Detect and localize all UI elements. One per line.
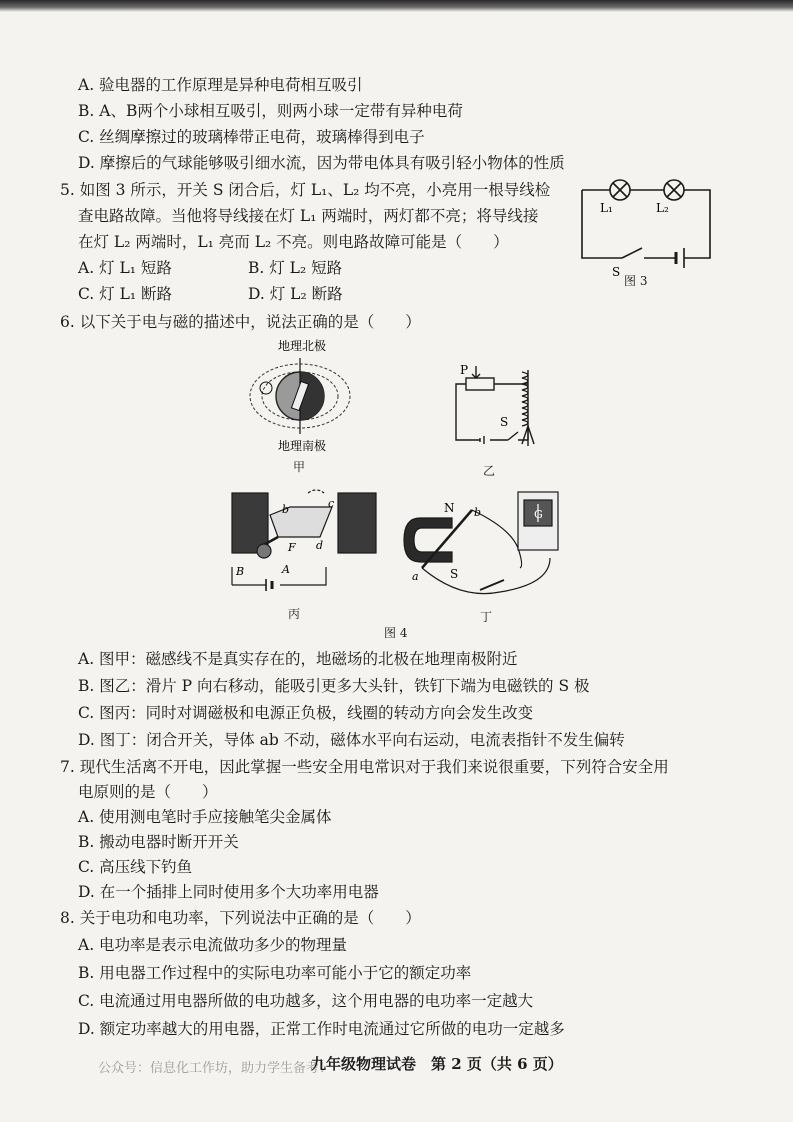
bing-b-label: b (282, 503, 290, 516)
q5-option-b: B. 灯 L₂ 短路 (248, 259, 343, 277)
q4-option-d: D. 摩擦后的气球能够吸引细水流，因为带电体具有吸引轻小物体的性质 (78, 154, 565, 172)
q5-stem-line3: 在灯 L₂ 两端时，L₁ 亮而 L₂ 不亮。则电路故障可能是（ ） (78, 233, 509, 251)
q6-option-c: C. 图丙：同时对调磁极和电源正负极，线圈的转动方向会发生改变 (78, 704, 534, 722)
q4-option-b: B. A、B两个小球相互吸引，则两小球一定带有异种电荷 (78, 102, 463, 120)
q7-option-d: D. 在一个插排上同时使用多个大功率用电器 (78, 883, 379, 901)
yi-p-label: P (460, 363, 469, 377)
q7-stem-line1: 7. 现代生活离不开电，因此掌握一些安全用电常识对于我们来说很重要，下列符合安全用 (60, 758, 669, 776)
q5-stem-line2: 查电路故障。当他将导线接在灯 L₁ 两端时，两灯都不亮；将导线接 (78, 207, 539, 225)
q4-option-a: A. 验电器的工作原理是异种电荷相互吸引 (78, 76, 363, 94)
ding-n-label: N (444, 501, 455, 515)
yi-s-label: S (500, 415, 509, 429)
fig3-l2-label: L₂ (656, 201, 669, 215)
q7-stem-line2: 电原则的是（ ） (78, 783, 218, 801)
q8-option-c: C. 电流通过用电器所做的电功越多，这个用电器的电功率一定越大 (78, 992, 534, 1010)
q5-option-a: A. 灯 L₁ 短路 (78, 259, 172, 277)
figure-ding-induction (400, 488, 580, 606)
q8-option-a: A. 电功率是表示电流做功多少的物理量 (78, 936, 348, 954)
scan-edge (0, 0, 793, 12)
fig3-s-label: S (612, 265, 621, 279)
figure-yi-electromagnet (448, 360, 558, 455)
figure-bing-motor (220, 485, 385, 605)
q6-option-b: B. 图乙：滑片 P 向右移动，能吸引更多大头针，铁钉下端为电磁铁的 S 极 (78, 677, 590, 695)
ding-g-label: G (534, 508, 543, 521)
q5-stem-line1: 5. 如图 3 所示，开关 S 闭合后，灯 L₁、L₂ 均不亮，小亮用一根导线检 (60, 181, 551, 199)
ding-b-label: b (474, 506, 482, 519)
bing-bigb-label: B (236, 565, 245, 578)
watermark: 公众号：信息化工作坊，助力学生备考！ (98, 1061, 333, 1076)
q7-option-a: A. 使用测电笔时手应接触笔尖金属体 (78, 808, 332, 826)
bing-d-label: d (316, 539, 324, 552)
q5-option-c: C. 灯 L₁ 断路 (78, 285, 173, 303)
fig-yi-caption: 乙 (483, 464, 496, 478)
bing-a-label: A (282, 563, 290, 576)
bing-f-label: F (288, 541, 296, 554)
fig-bing-caption: 丙 (288, 607, 301, 621)
q8-option-b: B. 用电器工作过程中的实际电功率可能小于它的额定功率 (78, 964, 472, 982)
q7-option-c: C. 高压线下钓鱼 (78, 858, 193, 876)
ding-s-label: S (450, 567, 459, 581)
bing-c-label: c (328, 497, 335, 510)
jia-south-label: 地理南极 (278, 439, 327, 453)
q8-option-d: D. 额定功率越大的用电器，正常工作时电流通过它所做的电功一定越多 (78, 1020, 565, 1038)
q8-stem: 8. 关于电功和电功率，下列说法中正确的是（ ） (60, 909, 421, 927)
fig3-caption: 图 3 (624, 274, 648, 288)
fig-jia-caption: 甲 (293, 460, 306, 474)
q6-option-d: D. 图丁：闭合开关，导体 ab 不动，磁体水平向右运动，电流表指针不发生偏转 (78, 731, 625, 749)
q7-option-b: B. 搬动电器时断开开关 (78, 833, 239, 851)
ding-a-label: a (412, 570, 419, 583)
figure-jia-geomagnetism (240, 338, 360, 458)
q5-option-d: D. 灯 L₂ 断路 (248, 285, 343, 303)
page-footer: 九年级物理试卷 第 2 页（共 6 页） (311, 1055, 563, 1073)
fig-ding-caption: 丁 (480, 610, 493, 624)
jia-north-label: 地理北极 (278, 339, 327, 353)
q6-stem: 6. 以下关于电与磁的描述中，说法正确的是（ ） (60, 313, 421, 331)
figure-4-caption: 图 4 (384, 626, 408, 640)
q4-option-c: C. 丝绸摩擦过的玻璃棒带正电荷，玻璃棒得到电子 (78, 128, 425, 146)
q6-option-a: A. 图甲：磁感线不是真实存在的，地磁场的北极在地理南极附近 (78, 650, 518, 668)
fig3-l1-label: L₁ (600, 201, 613, 215)
